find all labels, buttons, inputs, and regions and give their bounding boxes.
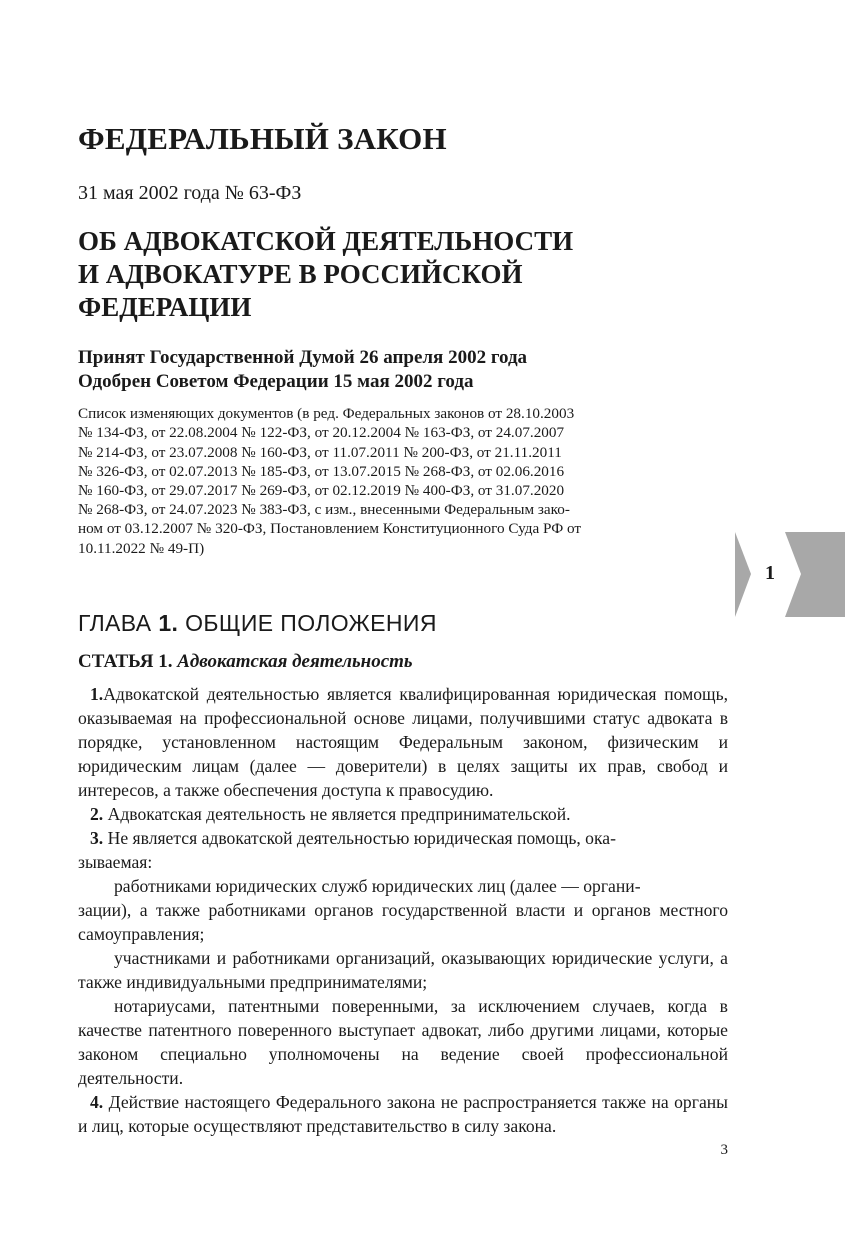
tab-arrow-right bbox=[785, 532, 845, 617]
section-tab-number: 1 bbox=[765, 562, 775, 584]
chapter-title: ОБЩИЕ ПОЛОЖЕНИЯ bbox=[178, 609, 437, 636]
article-label: СТАТЬЯ 1. bbox=[78, 651, 173, 673]
paragraph-1-number: 1. bbox=[90, 684, 104, 705]
document-page bbox=[78, 120, 728, 1138]
law-date-number: 31 мая 2002 года № 63-ФЗ bbox=[78, 182, 302, 205]
page-number: 3 bbox=[720, 1142, 728, 1158]
chapter-prefix: ГЛАВА bbox=[78, 609, 159, 636]
article-heading bbox=[78, 651, 728, 674]
paragraph-4-text: Действие настоящего Федерального закона не распространяется также на органы и лиц, которые осуществляют представительство в силу закона. bbox=[78, 1092, 728, 1137]
chapter-number: 1. bbox=[158, 609, 179, 636]
article-title: Адвокатская деятельность bbox=[177, 651, 413, 673]
adopted-line: Принят Государственной Думой 26 апреля 2002 года bbox=[78, 347, 528, 369]
law-type-heading: ФЕДЕРАЛЬНЫЙ ЗАКОН bbox=[78, 121, 447, 156]
paragraph-2 bbox=[78, 802, 728, 826]
paragraph-1-text: Адвокатской деятельностью является квалифицированная юридическая помощь, оказываемая на профессиональной основе лицами, получившими статус адвоката в порядке, установленном настоящим Федеральным законом, физическим и юридическим лицам (далее — доверители) в целях защиты их прав, свобод и интересов, а также обеспечения доступа к правосудию. bbox=[78, 684, 728, 801]
law-title: ОБ АДВОКАТСКОЙ ДЕЯТЕЛЬНОСТИ И АДВОКАТУРЕ В РОССИЙСКОЙ ФЕДЕРАЦИИ bbox=[78, 226, 574, 323]
paragraph-3-item-2: участниками и работниками организаций, оказывающих юридические услуги, а также индивидуальными предпринимателями; bbox=[78, 948, 728, 993]
paragraph-3-text: Не является адвокатской деятельностью юридическая помощь, ока- зываемая: bbox=[78, 828, 616, 873]
paragraph-3-item-1: работниками юридических служб юридических лиц (далее — органи- зации), а также работниками органов государственной власти и органов местного самоуправления; bbox=[78, 876, 728, 945]
adoption-info bbox=[78, 346, 728, 394]
paragraph-4 bbox=[78, 1090, 728, 1138]
paragraph-3 bbox=[78, 826, 728, 874]
section-tab bbox=[735, 532, 845, 617]
paragraph-3-item-3: нотариусами, патентными поверенными, за исключением случаев, когда в качестве патентного поверенного выступает адвокат, либо другими лицами, которые законом специально уполномочены на ведение своей профессиональной деятельности. bbox=[78, 996, 728, 1089]
paragraph-3-number: 3. bbox=[90, 828, 104, 849]
amendments-list: Список изменяющих документов (в ред. Федеральных законов от 28.10.2003 № 134-ФЗ, от 22.08.2004 № 122-ФЗ, от 20.12.2004 № 163-ФЗ, от 24.07.2007 № 214-ФЗ, от 23.07.2008 № 160-ФЗ, от 11.07.2011 № 200-ФЗ, от 21.11.2011 № 326-ФЗ, от 02.07.2013 № 185-ФЗ, от 13.07.2015 № 268-ФЗ, от 02.06.2016 № 160-ФЗ, от 29.07.2017 № 269-ФЗ, от 02.12.2019 № 400-ФЗ, от 31.07.2020 № 268-ФЗ, от 24.07.2023 № 383-ФЗ, с изм., внесенными Федеральным зако- ном от 03.12.2007 № 320-ФЗ, Постановлением Конституционного Суда РФ от 10.11.2022 № 49-П) bbox=[78, 405, 582, 557]
paragraph-2-number: 2. bbox=[90, 804, 104, 825]
chapter-heading bbox=[78, 610, 728, 638]
paragraph-4-number: 4. bbox=[90, 1092, 104, 1113]
section-tab-shape bbox=[735, 532, 845, 617]
tab-arrow-left bbox=[735, 532, 751, 617]
approved-line: Одобрен Советом Федерации 15 мая 2002 года bbox=[78, 371, 474, 393]
paragraph-1 bbox=[78, 682, 728, 802]
paragraph-2-text: Адвокатская деятельность не является предпринимательской. bbox=[107, 804, 571, 825]
